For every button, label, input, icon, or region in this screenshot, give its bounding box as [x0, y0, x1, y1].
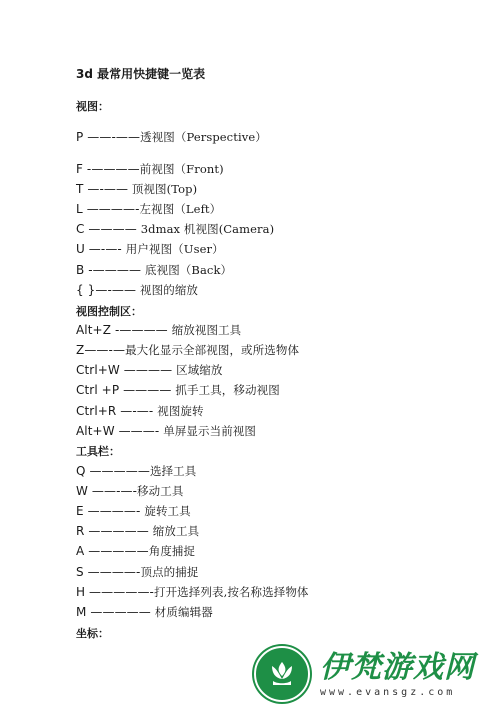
- shortcut-line: H —————-打开选择列表,按名称选择物体: [76, 585, 309, 599]
- shortcut-line: F -————前视图（Front): [76, 162, 224, 176]
- shortcut-line: B -———— 底视图（Back）: [76, 263, 233, 277]
- watermark-url: www.evansgz.com: [320, 686, 456, 698]
- section-heading-coords: 坐标：: [76, 627, 109, 640]
- site-watermark: [250, 640, 500, 708]
- shortcut-line: A —————角度捕捉: [76, 544, 196, 558]
- shortcut-line: E ————- 旋转工具: [76, 504, 191, 518]
- shortcut-line: Q —————选择工具: [76, 464, 197, 478]
- shortcut-line: Ctrl +P ———— 抓手工具，移动视图: [76, 383, 280, 397]
- shortcut-line: T —-—— 顶视图(Top): [76, 182, 198, 196]
- shortcut-line: P ——-——透视图（Perspective）: [76, 130, 267, 144]
- tulip-logo-icon: [254, 646, 310, 702]
- shortcut-line: U —-—- 用户视图（User）: [76, 242, 224, 256]
- watermark-brand: 伊梵游戏网: [320, 649, 475, 685]
- section-heading-view-control: 视图控制区：: [76, 305, 142, 318]
- shortcut-line: Alt+W ———- 单屏显示当前视图: [76, 424, 257, 438]
- shortcut-line: { }—-—— 视图的缩放: [76, 283, 199, 297]
- shortcut-line: M ————— 材质编辑器: [76, 605, 213, 619]
- shortcut-line: R ————— 缩放工具: [76, 524, 200, 538]
- shortcut-line: C ———— 3dmax 机视图(Camera): [76, 222, 275, 236]
- shortcut-line: Ctrl+R —-—- 视图旋转: [76, 404, 204, 418]
- shortcut-line: W ——-—-移动工具: [76, 484, 184, 498]
- shortcut-line: Ctrl+W ———— 区域缩放: [76, 363, 223, 377]
- shortcut-line: L ————-左视图（Left）: [76, 202, 222, 216]
- section-heading-view: 视图：: [76, 100, 109, 113]
- shortcut-line: Alt+Z -———— 缩放视图工具: [76, 323, 242, 337]
- document-title: 3d 最常用快捷键一览表: [76, 67, 206, 81]
- section-heading-toolbar: 工具栏：: [76, 445, 120, 458]
- shortcut-line: Z——-—最大化显示全部视图，或所选物体: [76, 343, 300, 357]
- shortcut-line: S ————-顶点的捕捉: [76, 565, 199, 579]
